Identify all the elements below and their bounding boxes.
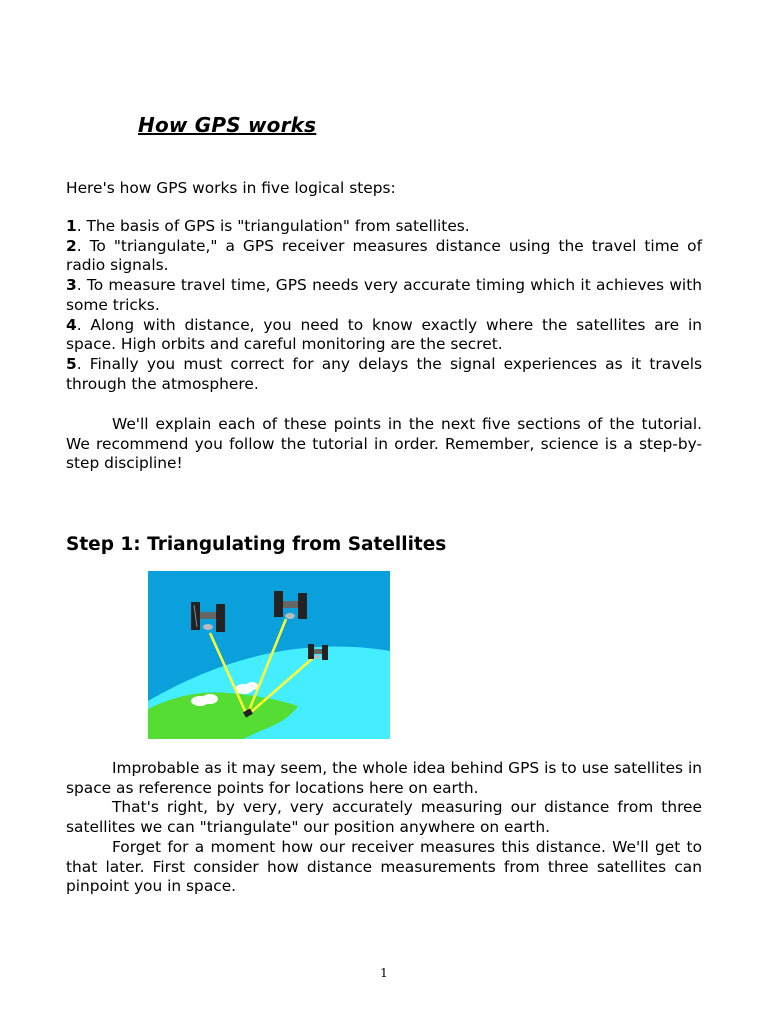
step-text: . The basis of GPS is "triangulation" from satellites. bbox=[76, 217, 470, 235]
step-number: 2 bbox=[66, 236, 77, 255]
section-paragraph: Forget for a moment how our receiver measures this distance. We'll get to that later. First consider how distance measurements from three satellites can pinpoint you in space. bbox=[66, 837, 702, 896]
step-text: . To measure travel time, GPS needs very accurate timing which it achieves with some tricks. bbox=[66, 276, 702, 314]
step-number: 1 bbox=[66, 217, 77, 235]
step-number: 4 bbox=[66, 315, 77, 334]
section-body bbox=[66, 759, 702, 897]
section-paragraph: Improbable as it may seem, the whole idea behind GPS is to use satellites in space as reference points for locations here on earth. bbox=[66, 759, 702, 797]
intro-text: Here's how GPS works in five logical steps: bbox=[66, 179, 396, 197]
step-item bbox=[66, 355, 702, 394]
page-number: 1 bbox=[380, 966, 388, 980]
explanation-paragraph: We'll explain each of these points in the next five sections of the tutorial. We recommend you follow the tutorial in order. Remember, science is a step-by-step discipline! bbox=[66, 415, 702, 473]
step-text: . To "triangulate," a GPS receiver measures distance using the travel time of radio signals. bbox=[66, 236, 702, 275]
step-item bbox=[66, 316, 702, 355]
step-item bbox=[66, 217, 702, 237]
step-number: 3 bbox=[66, 276, 77, 295]
step-text: . Finally you must correct for any delays the signal experiences as it travels through the atmosphere. bbox=[66, 354, 702, 393]
gps-satellites-illustration bbox=[148, 571, 390, 739]
explanation-block bbox=[66, 415, 702, 474]
section-paragraph: That's right, by very, very accurately measuring our distance from three satellites we can "triangulate" our position anywhere on earth. bbox=[66, 798, 702, 837]
page-title: How GPS works bbox=[138, 113, 317, 137]
step-number: 5 bbox=[66, 354, 77, 373]
steps-list bbox=[66, 217, 702, 394]
step-text: . Along with distance, you need to know exactly where the satellites are in space. High orbits and careful monitoring are the secret. bbox=[66, 315, 702, 354]
section-heading: Step 1: Triangulating from Satellites bbox=[66, 534, 447, 555]
step-item bbox=[66, 276, 702, 315]
step-item bbox=[66, 237, 702, 276]
